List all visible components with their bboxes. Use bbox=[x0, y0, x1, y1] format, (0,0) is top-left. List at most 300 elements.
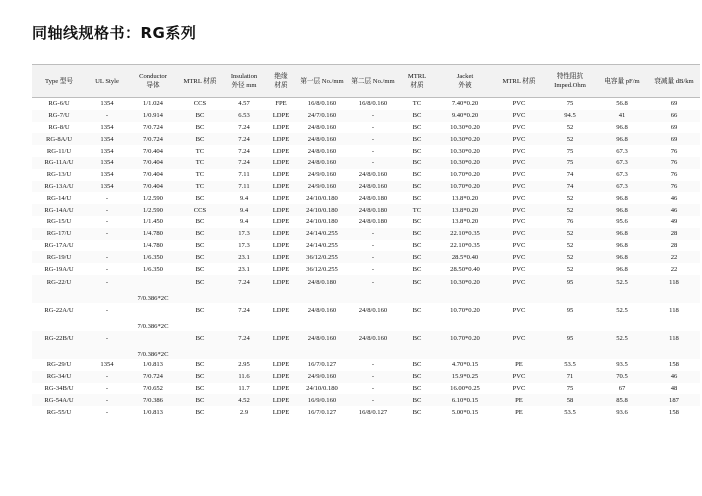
cell-type: RG-19/U bbox=[32, 251, 86, 263]
cell-jacket-od: 5.00*0.15 bbox=[451, 408, 479, 416]
cell-conductor-material: CCS bbox=[193, 100, 207, 108]
cell-capacitance: 96.8 bbox=[596, 133, 648, 145]
cell-ul-style: - bbox=[105, 384, 109, 392]
table-row bbox=[32, 303, 700, 331]
cell-ul-style: 1354 bbox=[86, 181, 128, 193]
cell-type: RG-54A/U bbox=[32, 394, 86, 406]
cell-conductor-material: BC bbox=[178, 251, 222, 263]
cell-braid-layer-1: 36/12/0.255 bbox=[296, 251, 348, 263]
table-row bbox=[32, 122, 700, 134]
cell-jacket-od: 22.10*0.35 bbox=[436, 228, 494, 240]
cell-braid-material: BC bbox=[412, 265, 422, 273]
header-attenuation bbox=[648, 65, 700, 98]
cell-braid-layer-2: - bbox=[371, 265, 375, 273]
cell-jacket-od: 28.5*0.40 bbox=[436, 251, 494, 263]
header-insulation-material bbox=[266, 65, 296, 98]
cell-insulation-od: 2.9 bbox=[239, 408, 249, 416]
cell-braid-layer-2: - bbox=[348, 251, 398, 263]
cell-ul-style bbox=[86, 240, 128, 252]
cell-impedance: 52 bbox=[544, 204, 596, 216]
cell-braid-layer-1: 24/9/0.160 bbox=[296, 181, 348, 193]
cell-insulation-material: LDPE bbox=[266, 394, 296, 406]
table-row bbox=[32, 383, 700, 395]
cell-conductor: 1/2.590 bbox=[143, 194, 163, 202]
cell-braid-layer-2: 24/8/0.160 bbox=[358, 306, 388, 314]
header-braid-layer-1 bbox=[296, 65, 348, 98]
cell-type: RG-22B/U bbox=[32, 331, 86, 359]
cell-insulation-material: LDPE bbox=[266, 251, 296, 263]
cell-capacitance: 96.8 bbox=[616, 265, 628, 273]
cell-jacket-od: 10.30*0.20 bbox=[436, 157, 494, 169]
cell-conductor-material: BC bbox=[195, 408, 205, 416]
cell-type: RG-14A/U bbox=[32, 204, 86, 216]
cell-ul-style: - bbox=[105, 194, 109, 202]
cell-braid-material: BC bbox=[398, 110, 436, 122]
cell-attenuation: 187 bbox=[648, 394, 700, 406]
cell-insulation-od: 9.4 bbox=[222, 204, 266, 216]
header-line: Insulation bbox=[230, 73, 258, 80]
cell-insulation-material: LDPE bbox=[266, 275, 296, 303]
cell-braid-layer-1: 16/7/0.127 bbox=[307, 361, 337, 369]
cell-attenuation: 76 bbox=[648, 181, 700, 193]
cell-conductor-material: BC bbox=[178, 133, 222, 145]
cell-insulation-od: 7.24 bbox=[222, 157, 266, 169]
cell-conductor: 7/0.404 bbox=[128, 157, 178, 169]
cell-braid-material: BC bbox=[412, 123, 422, 131]
cell-jacket-od: 10.70*0.20 bbox=[450, 171, 480, 179]
cell-impedance: 75 bbox=[566, 100, 574, 108]
cell-capacitance: 67 bbox=[618, 384, 626, 392]
cell-jacket-od: 22.10*0.35 bbox=[450, 241, 480, 249]
cell-impedance: 95 bbox=[544, 331, 596, 359]
cell-capacitance: 96.8 bbox=[616, 194, 628, 202]
cell-impedance: 52 bbox=[566, 194, 574, 202]
cell-braid-material: BC bbox=[398, 251, 436, 263]
cell-braid-layer-1: 16/7/0.127 bbox=[307, 408, 337, 416]
cell-ul-style: - bbox=[105, 306, 109, 314]
cell-impedance: 76 bbox=[566, 218, 574, 226]
cell-braid-layer-2: - bbox=[371, 384, 375, 392]
cell-braid-layer-1: 24/8/0.160 bbox=[296, 331, 348, 359]
cell-conductor-material: BC bbox=[178, 228, 222, 240]
cell-insulation-od: 2.95 bbox=[238, 361, 250, 369]
cell-capacitance: 41 bbox=[596, 110, 648, 122]
cell-impedance: 74 bbox=[544, 181, 596, 193]
cell-attenuation: 118 bbox=[648, 275, 700, 303]
cell-conductor: 1/4.780 bbox=[143, 241, 163, 249]
cell-conductor: 1/6.350 bbox=[143, 265, 163, 273]
cell-type: RG-8/U bbox=[48, 123, 70, 131]
cell-attenuation: 158 bbox=[669, 361, 679, 369]
header-line: 第一层 No./mm bbox=[300, 77, 344, 85]
header-line: Type 型号 bbox=[45, 77, 73, 85]
cell-jacket-material: PVC bbox=[512, 384, 526, 392]
cell-ul-style: - bbox=[86, 371, 128, 383]
cell-impedance: 75 bbox=[566, 384, 574, 392]
table-row bbox=[32, 204, 700, 216]
cell-capacitance: 52.5 bbox=[616, 306, 628, 314]
cell-attenuation: 158 bbox=[669, 408, 679, 416]
cell-type: RG-14/U bbox=[46, 194, 72, 202]
cell-insulation-od: 23.1 bbox=[222, 251, 266, 263]
cell-jacket-material: PVC bbox=[512, 306, 526, 314]
header-line: 外被 bbox=[458, 82, 472, 89]
cell-jacket-od: 10.30*0.20 bbox=[450, 123, 480, 131]
cell-ul-style: - bbox=[105, 408, 109, 416]
cell-ul-style: - bbox=[105, 265, 109, 273]
cell-braid-layer-1: 24/10/0.180 bbox=[296, 204, 348, 216]
cell-insulation-material: LDPE bbox=[266, 204, 296, 216]
cell-jacket-material: PVC bbox=[494, 133, 544, 145]
header-type bbox=[32, 65, 86, 98]
cell-capacitance: 96.8 bbox=[616, 123, 628, 131]
table-row bbox=[32, 181, 700, 193]
cell-insulation-od: 7.24 bbox=[238, 147, 250, 155]
cell-insulation-material: LDPE bbox=[272, 194, 290, 202]
cell-insulation-od: 7.24 bbox=[238, 123, 250, 131]
cell-type: RG-34/U bbox=[32, 371, 86, 383]
cell-capacitance: 96.8 bbox=[596, 251, 648, 263]
cell-capacitance: 96.8 bbox=[596, 204, 648, 216]
cell-braid-layer-1: 24/8/0.180 bbox=[296, 275, 348, 303]
cell-impedance: 75 bbox=[566, 147, 574, 155]
header-line: 第二层 No./mm bbox=[351, 77, 395, 85]
cell-braid-layer-1: 24/8/0.160 bbox=[307, 306, 337, 314]
cell-insulation-material: LDPE bbox=[272, 123, 290, 131]
cell-jacket-od: 16.00*0.25 bbox=[450, 384, 480, 392]
cell-conductor: 7/0.652 bbox=[143, 384, 163, 392]
cell-ul-style: - bbox=[86, 331, 128, 359]
header-line: 衰减量 dB/km bbox=[654, 77, 694, 85]
cell-attenuation: 76 bbox=[670, 147, 678, 155]
cell-jacket-material: PVC bbox=[512, 265, 526, 273]
cell-braid-material: BC bbox=[412, 361, 422, 369]
cell-capacitance: 96.8 bbox=[596, 228, 648, 240]
cell-ul-style: - bbox=[86, 275, 128, 303]
cell-ul-style: - bbox=[86, 110, 128, 122]
cell-impedance: 53.5 bbox=[564, 361, 576, 369]
cell-jacket-material: PVC bbox=[494, 371, 544, 383]
cell-conductor-material: BC bbox=[195, 384, 205, 392]
header-line: Jacket bbox=[456, 73, 474, 80]
cell-impedance: 71 bbox=[544, 371, 596, 383]
cell-insulation-material: LDPE bbox=[272, 384, 290, 392]
cell-jacket-od: 10.70*0.20 bbox=[436, 331, 494, 359]
cell-impedance: 52 bbox=[544, 133, 596, 145]
cell-braid-layer-1: 24/10/0.180 bbox=[306, 194, 338, 202]
cell-braid-layer-1: 36/12/0.255 bbox=[306, 265, 338, 273]
cell-braid-layer-2: 24/8/0.180 bbox=[348, 204, 398, 216]
cell-impedance: 53.5 bbox=[564, 408, 576, 416]
cell-conductor-material: BC bbox=[178, 275, 222, 303]
cell-insulation-material: LDPE bbox=[266, 133, 296, 145]
cell-ul-style: - bbox=[86, 394, 128, 406]
cell-jacket-material: PVC bbox=[494, 157, 544, 169]
cell-braid-material: BC bbox=[398, 275, 436, 303]
cell-conductor: 7/0.724 bbox=[143, 123, 163, 131]
cell-attenuation: 48 bbox=[670, 384, 678, 392]
cell-jacket-od: 10.70*0.20 bbox=[450, 306, 480, 314]
table-row bbox=[32, 192, 700, 204]
cell-capacitance: 85.8 bbox=[596, 394, 648, 406]
cell-capacitance: 93.5 bbox=[616, 361, 628, 369]
table-row bbox=[32, 145, 700, 157]
cell-capacitance: 67.3 bbox=[616, 147, 628, 155]
cell-attenuation: 69 bbox=[648, 133, 700, 145]
cell-insulation-material: LDPE bbox=[272, 171, 290, 179]
cell-braid-material: BC bbox=[412, 218, 422, 226]
cell-conductor-material: TC bbox=[195, 171, 205, 179]
cell-braid-layer-2: - bbox=[348, 133, 398, 145]
cell-braid-layer-2: 24/8/0.180 bbox=[358, 218, 388, 226]
cell-ul-style: 1354 bbox=[100, 361, 114, 369]
spec-table-container bbox=[32, 64, 700, 418]
cell-jacket-od: 10.70*0.20 bbox=[436, 181, 494, 193]
cell-impedance: 94.5 bbox=[544, 110, 596, 122]
cell-braid-layer-1: 24/8/0.160 bbox=[296, 133, 348, 145]
header-conductor-material bbox=[178, 65, 222, 98]
cell-attenuation: 66 bbox=[648, 110, 700, 122]
cell-braid-material: BC bbox=[412, 241, 422, 249]
table-row bbox=[32, 169, 700, 181]
cell-conductor-material: TC bbox=[195, 147, 205, 155]
cell-attenuation: 76 bbox=[670, 171, 678, 179]
header-line: MTRL 材质 bbox=[502, 77, 536, 85]
cell-jacket-material: PVC bbox=[512, 123, 526, 131]
cell-jacket-material: PVC bbox=[494, 204, 544, 216]
cell-braid-layer-2: - bbox=[348, 157, 398, 169]
cell-ul-style: 1354 bbox=[86, 157, 128, 169]
cell-braid-layer-2: 16/8/0.160 bbox=[358, 100, 388, 108]
cell-braid-layer-2: - bbox=[348, 371, 398, 383]
cell-attenuation: 28 bbox=[670, 241, 678, 249]
cell-capacitance: 96.8 bbox=[616, 241, 628, 249]
cell-capacitance: 67.3 bbox=[616, 171, 628, 179]
cell-braid-layer-2: - bbox=[371, 241, 375, 249]
table-body bbox=[32, 98, 700, 418]
cell-jacket-material: PVC bbox=[494, 251, 544, 263]
cell-conductor: 7/0.386 bbox=[128, 394, 178, 406]
cell-braid-material: BC bbox=[398, 371, 436, 383]
cell-conductor-material: BC bbox=[195, 123, 205, 131]
cell-jacket-material: PE bbox=[494, 394, 544, 406]
cell-type: RG-22/U bbox=[32, 275, 86, 303]
header-capacitance bbox=[596, 65, 648, 98]
cell-conductor: 7/0.724 bbox=[128, 133, 178, 145]
cell-conductor-material: BC bbox=[178, 110, 222, 122]
header-line: Conductor bbox=[139, 73, 167, 80]
table-header-row bbox=[32, 65, 700, 98]
cell-conductor: 7/0.386*2C bbox=[137, 322, 169, 330]
cell-capacitance: 70.5 bbox=[596, 371, 648, 383]
cell-braid-material: BC bbox=[398, 394, 436, 406]
header-line: 绝缘 bbox=[274, 73, 288, 80]
cell-insulation-od: 7.24 bbox=[238, 306, 250, 314]
cell-insulation-od: 4.52 bbox=[222, 394, 266, 406]
cell-ul-style: 1354 bbox=[100, 100, 114, 108]
header-braid-layer-2 bbox=[348, 65, 398, 98]
cell-impedance: 52 bbox=[566, 123, 574, 131]
cell-braid-layer-1: 24/14/0.255 bbox=[296, 228, 348, 240]
cell-insulation-material: LDPE bbox=[266, 110, 296, 122]
header-braid-material bbox=[398, 65, 436, 98]
table-row bbox=[32, 133, 700, 145]
cell-conductor-material: BC bbox=[195, 218, 205, 226]
cell-braid-material: BC bbox=[412, 171, 422, 179]
cell-conductor: 7/0.404 bbox=[143, 171, 163, 179]
cell-impedance: 58 bbox=[544, 394, 596, 406]
cell-conductor-material: BC bbox=[178, 394, 222, 406]
cell-type: RG-17/U bbox=[32, 228, 86, 240]
cell-jacket-od: 10.30*0.20 bbox=[436, 275, 494, 303]
cell-type: RG-17A/U bbox=[44, 241, 74, 249]
cell-jacket-material: PVC bbox=[512, 100, 526, 108]
cell-braid-material: TC bbox=[412, 100, 422, 108]
cell-type: RG-19A/U bbox=[44, 265, 74, 273]
cell-conductor: 1/2.590 bbox=[128, 204, 178, 216]
cell-conductor: 1/0.813 bbox=[143, 408, 163, 416]
cell-braid-layer-2: - bbox=[371, 147, 375, 155]
cell-conductor-material: TC bbox=[178, 181, 222, 193]
cell-braid-layer-1: 24/14/0.255 bbox=[306, 241, 338, 249]
cell-type: RG-7/U bbox=[32, 110, 86, 122]
cell-impedance: 52 bbox=[566, 241, 574, 249]
cell-insulation-material: LDPE bbox=[266, 157, 296, 169]
cell-braid-layer-1: 16/8/0.160 bbox=[307, 100, 337, 108]
cell-conductor-material: CCS bbox=[178, 204, 222, 216]
cell-conductor: 1/0.914 bbox=[128, 110, 178, 122]
cell-braid-layer-1: 16/9/0.160 bbox=[296, 394, 348, 406]
table-row bbox=[32, 406, 700, 418]
cell-braid-layer-1: 24/9/0.160 bbox=[307, 171, 337, 179]
cell-type: RG-34B/U bbox=[44, 384, 74, 392]
cell-conductor: 7/0.404 bbox=[128, 181, 178, 193]
cell-jacket-od: 13.8*0.20 bbox=[451, 218, 479, 226]
cell-capacitance: 56.8 bbox=[616, 100, 628, 108]
cell-type: RG-13/U bbox=[46, 171, 72, 179]
header-impedance bbox=[544, 65, 596, 98]
table-row bbox=[32, 263, 700, 275]
cell-ul-style: - bbox=[86, 228, 128, 240]
cell-conductor-material: BC bbox=[195, 265, 205, 273]
cell-capacitance: 93.6 bbox=[616, 408, 628, 416]
table-row bbox=[32, 110, 700, 122]
cell-braid-layer-2: 24/8/0.160 bbox=[348, 331, 398, 359]
cell-jacket-material: PVC bbox=[494, 110, 544, 122]
cell-braid-layer-2: 16/8/0.127 bbox=[358, 408, 388, 416]
cell-capacitance: 67.3 bbox=[596, 181, 648, 193]
cell-insulation-od: 17.3 bbox=[222, 228, 266, 240]
cell-attenuation: 46 bbox=[670, 194, 678, 202]
cell-insulation-material: LDPE bbox=[266, 331, 296, 359]
cell-insulation-od: 7.24 bbox=[222, 275, 266, 303]
cell-jacket-od: 9.40*0.20 bbox=[436, 110, 494, 122]
header-line: MTRL 材质 bbox=[183, 77, 217, 85]
cell-impedance: 52 bbox=[544, 251, 596, 263]
header-ul-style bbox=[86, 65, 128, 98]
cell-conductor-material: BC bbox=[195, 306, 205, 314]
cell-jacket-material: PE bbox=[515, 361, 523, 369]
cell-insulation-od: 17.3 bbox=[238, 241, 250, 249]
cell-attenuation: 22 bbox=[648, 251, 700, 263]
cell-insulation-material: LDPE bbox=[272, 408, 290, 416]
cell-braid-material: BC bbox=[398, 228, 436, 240]
cell-insulation-od: 4.57 bbox=[238, 100, 250, 108]
cell-insulation-od: 7.11 bbox=[222, 181, 266, 193]
cell-conductor-material: BC bbox=[178, 371, 222, 383]
cell-insulation-od: 11.6 bbox=[222, 371, 266, 383]
cell-conductor: 1/0.813 bbox=[143, 361, 163, 369]
cell-type: RG-22A/U bbox=[44, 306, 74, 314]
header-line: Imped.Ohm bbox=[554, 82, 586, 89]
cell-conductor-material: BC bbox=[195, 194, 205, 202]
cell-jacket-material: PVC bbox=[512, 194, 526, 202]
header-line: 导体 bbox=[146, 82, 160, 89]
cell-braid-material: TC bbox=[398, 204, 436, 216]
table-row bbox=[32, 216, 700, 228]
cell-braid-layer-1: 24/10/0.180 bbox=[306, 384, 338, 392]
table-row bbox=[32, 240, 700, 252]
cell-insulation-material: LDPE bbox=[266, 371, 296, 383]
cell-braid-material: BC bbox=[412, 306, 422, 314]
cell-conductor: 7/0.404 bbox=[143, 147, 163, 155]
cell-type: RG-11/U bbox=[46, 147, 72, 155]
cell-conductor: 7/0.386*2C bbox=[128, 275, 178, 303]
cell-attenuation: 69 bbox=[670, 100, 678, 108]
cell-attenuation: 46 bbox=[648, 371, 700, 383]
cell-jacket-od: 15.9*0.25 bbox=[436, 371, 494, 383]
cell-braid-material: BC bbox=[412, 408, 422, 416]
cell-jacket-od: 4.70*0.15 bbox=[451, 361, 479, 369]
cell-braid-layer-2: - bbox=[371, 361, 375, 369]
header-insulation-od bbox=[222, 65, 266, 98]
cell-attenuation: 118 bbox=[669, 306, 679, 314]
cell-insulation-od: 7.24 bbox=[222, 133, 266, 145]
header-jacket-od bbox=[436, 65, 494, 98]
cell-braid-layer-2: 24/8/0.180 bbox=[358, 194, 388, 202]
cell-braid-layer-2: - bbox=[348, 275, 398, 303]
cell-impedance: 52 bbox=[566, 265, 574, 273]
cell-type: RG-6/U bbox=[48, 100, 70, 108]
cell-braid-material: BC bbox=[412, 194, 422, 202]
cell-insulation-material: LDPE bbox=[272, 241, 290, 249]
header-line: 特性阻抗 bbox=[556, 73, 584, 80]
cell-ul-style: 1354 bbox=[100, 171, 114, 179]
cell-capacitance: 52.5 bbox=[596, 275, 648, 303]
cell-impedance: 95 bbox=[566, 306, 574, 314]
cell-conductor: 7/0.386*2C bbox=[128, 331, 178, 359]
cell-braid-layer-2: - bbox=[348, 394, 398, 406]
cell-conductor: 1/1.450 bbox=[143, 218, 163, 226]
cell-conductor: 7/0.724 bbox=[128, 371, 178, 383]
cell-insulation-material: LDPE bbox=[272, 147, 290, 155]
table-row bbox=[32, 98, 700, 110]
header-jacket-material bbox=[494, 65, 544, 98]
cell-jacket-material: PVC bbox=[494, 181, 544, 193]
cell-attenuation: 49 bbox=[670, 218, 678, 226]
cell-jacket-od: 13.8*0.20 bbox=[436, 204, 494, 216]
cell-jacket-material: PVC bbox=[512, 218, 526, 226]
cell-insulation-od: 23.1 bbox=[238, 265, 250, 273]
cell-insulation-od: 11.7 bbox=[238, 384, 250, 392]
cell-attenuation: 22 bbox=[670, 265, 678, 273]
header-line: 材质 bbox=[410, 82, 424, 89]
cell-ul-style: - bbox=[86, 251, 128, 263]
cell-attenuation: 76 bbox=[648, 157, 700, 169]
cell-insulation-od: 7.24 bbox=[222, 331, 266, 359]
cell-capacitance: 67.3 bbox=[596, 157, 648, 169]
header-line: 外径 mm bbox=[231, 82, 257, 89]
